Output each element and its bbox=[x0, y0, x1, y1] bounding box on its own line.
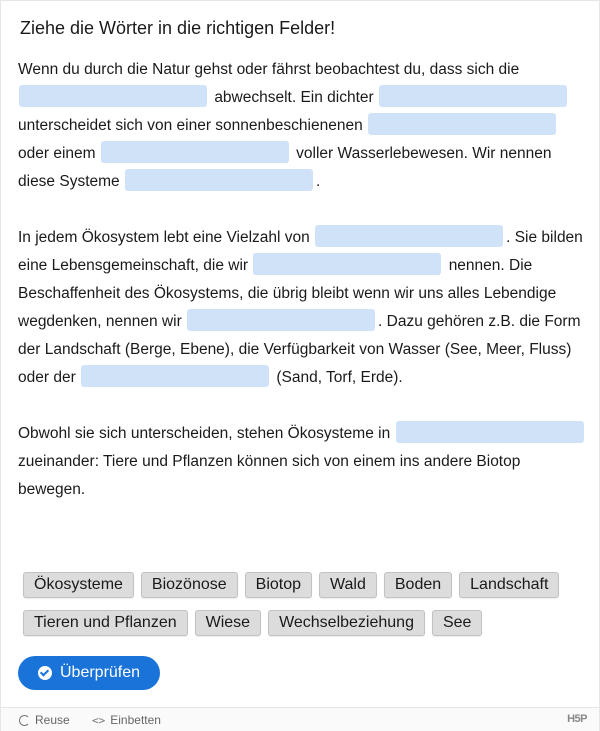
drop-zone-10[interactable] bbox=[396, 421, 584, 443]
text-segment: . bbox=[315, 173, 321, 190]
drop-zone-6[interactable] bbox=[315, 225, 503, 247]
reuse-label: Reuse bbox=[35, 713, 70, 727]
h5p-logo[interactable]: H5P bbox=[567, 713, 587, 725]
text-segment: unterscheidet sich von einer sonnenbeschienenen bbox=[18, 117, 363, 134]
task-text bbox=[18, 56, 588, 532]
draggable-word[interactable]: Wechselbeziehung bbox=[268, 610, 425, 636]
paragraph-3 bbox=[18, 420, 588, 504]
draggable-word[interactable]: Biotop bbox=[245, 572, 312, 598]
check-circle-icon bbox=[38, 666, 52, 680]
text-segment: nennen. Die Beschaffenheit des Ökosystems, die übrig bleibt wenn wir uns alles Lebendige wegdenken, nennen wir bbox=[18, 257, 557, 330]
draggable-word[interactable]: Wiese bbox=[195, 610, 261, 636]
text-segment: Wenn du durch die Natur gehst oder fährst beobachtest du, dass sich die bbox=[18, 61, 520, 78]
drop-zone-8[interactable] bbox=[187, 309, 375, 331]
draggable-word[interactable]: Ökosysteme bbox=[23, 572, 134, 598]
drop-zone-2[interactable] bbox=[379, 85, 567, 107]
text-segment: oder einem bbox=[18, 145, 96, 162]
word-bank bbox=[23, 572, 583, 648]
text-segment: Obwohl sie sich unterscheiden, stehen Ökosysteme in bbox=[18, 425, 391, 442]
drop-zone-3[interactable] bbox=[368, 113, 556, 135]
embed-link[interactable] bbox=[92, 713, 161, 727]
check-button-label: Überprüfen bbox=[60, 664, 141, 681]
paragraph-1 bbox=[18, 56, 588, 196]
drop-zone-7[interactable] bbox=[253, 253, 441, 275]
paragraph-2 bbox=[18, 224, 588, 392]
draggable-word[interactable]: Landschaft bbox=[459, 572, 559, 598]
text-segment: voller Wasserlebewesen. Wir nennen diese Systeme bbox=[18, 145, 552, 190]
text-segment: . Dazu gehören z.B. die Form der Landschaft (Berge, Ebene), die Verfügbarkeit von Wasser (See, Meer, Fluss) oder der bbox=[18, 313, 581, 386]
draggable-word[interactable]: Biozönose bbox=[141, 572, 238, 598]
drop-zone-9[interactable] bbox=[81, 365, 269, 387]
text-segment: In jedem Ökosystem lebt eine Vielzahl von bbox=[18, 229, 310, 246]
draggable-word[interactable]: See bbox=[432, 610, 482, 636]
reuse-icon bbox=[19, 715, 30, 726]
draggable-word[interactable]: Tieren und Pflanzen bbox=[23, 610, 188, 636]
text-segment: . Sie bilden eine Lebensgemeinschaft, die wir bbox=[18, 229, 583, 274]
task-title: Ziehe die Wörter in die richtigen Felder! bbox=[20, 18, 336, 38]
drop-zone-4[interactable] bbox=[101, 141, 289, 163]
draggable-word[interactable]: Wald bbox=[319, 572, 377, 598]
drop-zone-1[interactable] bbox=[19, 85, 207, 107]
code-icon: <> bbox=[92, 713, 106, 727]
text-segment: zueinander: Tiere und Pflanzen können sich von einem ins andere Biotop bewegen. bbox=[18, 453, 521, 498]
drop-zone-5[interactable] bbox=[125, 169, 313, 191]
text-segment: abwechselt. Ein dichter bbox=[214, 89, 374, 106]
footer-bar bbox=[1, 707, 599, 731]
check-button[interactable] bbox=[18, 656, 160, 690]
reuse-link[interactable] bbox=[19, 713, 70, 727]
embed-label: Einbetten bbox=[110, 713, 161, 727]
draggable-word[interactable]: Boden bbox=[384, 572, 452, 598]
text-segment: (Sand, Torf, Erde). bbox=[276, 369, 403, 386]
